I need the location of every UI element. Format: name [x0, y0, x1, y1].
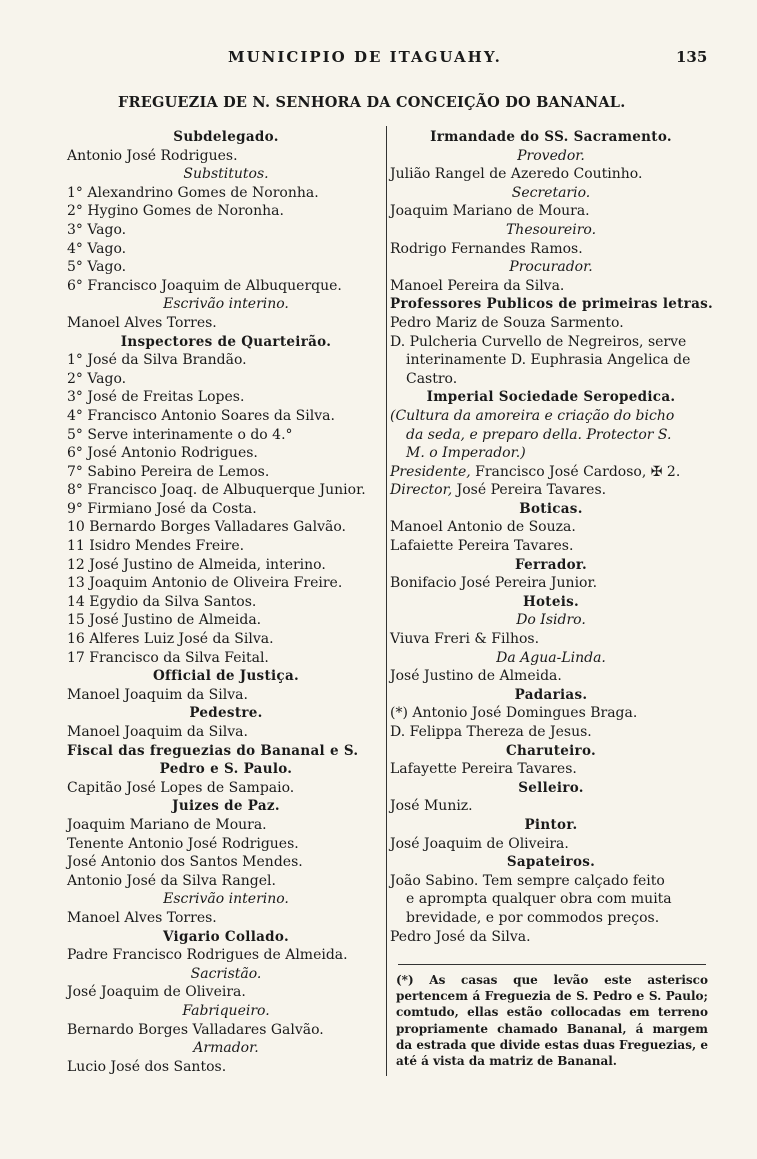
- entry: Manoel Joaquim da Silva.: [67, 686, 248, 703]
- entry: 15 José Justino de Almeida.: [67, 612, 262, 629]
- entry: Julião Rangel de Azeredo Coutinho.: [390, 166, 643, 183]
- officer-name: José Pereira Tavares.: [452, 482, 607, 499]
- entry: Joaquim Mariano de Moura.: [390, 203, 590, 220]
- entry: (*) Antonio José Domingues Braga.: [390, 705, 638, 722]
- officer-title: Director,: [390, 482, 453, 499]
- description: (Cultura da amoreira e criação do bicho: [390, 407, 675, 424]
- entry: Bernardo Borges Valladares Galvão.: [67, 1021, 324, 1038]
- heading: Professores Publicos de primeiras letras.: [390, 296, 714, 313]
- heading: Irmandade do SS. Sacramento.: [430, 129, 672, 145]
- entry: D. Felippa Thereza de Jesus.: [390, 724, 592, 740]
- entry: Bonifacio José Pereira Junior.: [390, 575, 598, 592]
- entry: 6° José Antonio Rodrigues.: [67, 445, 258, 462]
- subheading: Substitutos.: [183, 166, 269, 183]
- heading: Pintor.: [524, 816, 578, 833]
- entry: 1° José da Silva Brandão.: [67, 352, 247, 369]
- entry: Pedro Mariz de Souza Sarmento.: [390, 314, 624, 331]
- entry: Antonio José Rodrigues.: [67, 147, 238, 164]
- heading: Imperial Sociedade Seropedica.: [426, 389, 676, 406]
- entry: 11 Isidro Mendes Freire.: [67, 538, 245, 555]
- left-column: [67, 128, 385, 1076]
- description-continuation: M. o Imperador.): [406, 445, 526, 462]
- heading: Hoteis.: [522, 593, 580, 610]
- officer-name: Francisco José Cardoso, ✠ 2.: [470, 463, 681, 480]
- subheading: Thesoureiro.: [505, 221, 597, 238]
- officer-entry: [390, 481, 712, 500]
- section-title: FREGUEZIA DE N. SENHORA DA CONCEIÇÃO DO BANANAL.: [118, 94, 626, 111]
- entry: Lucio José dos Santos.: [67, 1058, 227, 1075]
- entry: José Joaquim de Oliveira.: [67, 984, 246, 1001]
- subheading: Provedor.: [517, 147, 585, 164]
- running-title: MUNICIPIO DE ITAGUAHY.: [228, 48, 502, 66]
- entry: Manoel Pereira da Silva.: [390, 277, 565, 294]
- entry: Manoel Alves Torres.: [67, 314, 217, 331]
- heading: Boticas.: [519, 500, 583, 517]
- heading: Pedro e S. Paulo.: [159, 761, 293, 778]
- entry: 13 Joaquim Antonio de Oliveira Freire.: [67, 575, 343, 592]
- entry: Antonio José da Silva Rangel.: [67, 872, 276, 889]
- entry: Capitão José Lopes de Sampaio.: [67, 779, 295, 796]
- entry: João Sabino. Tem sempre calçado feito: [390, 872, 665, 889]
- subheading: Sacristão.: [190, 965, 262, 982]
- column-divider: [386, 126, 387, 1076]
- heading: Selleiro.: [518, 779, 584, 796]
- entry: Manoel Alves Torres.: [67, 909, 217, 926]
- entry: Pedro José da Silva.: [390, 928, 531, 945]
- subheading: Fabriqueiro.: [182, 1002, 270, 1019]
- entry: 1° Alexandrino Gomes de Noronha.: [67, 184, 319, 201]
- heading: Padarias.: [514, 686, 588, 703]
- description-continuation: da seda, e preparo della. Protector S.: [406, 426, 672, 443]
- subheading: Secretario.: [511, 184, 591, 201]
- entry: 3° José de Freitas Lopes.: [67, 389, 245, 406]
- entry: 2° Vago.: [67, 370, 127, 387]
- entry: 8° Francisco Joaq. de Albuquerque Junior.: [67, 482, 366, 499]
- entry: Joaquim Mariano de Moura.: [67, 816, 267, 833]
- subheading: Da Agua-Linda.: [496, 649, 606, 666]
- entry: José Justino de Almeida.: [390, 668, 562, 685]
- entry: 4° Francisco Antonio Soares da Silva.: [67, 407, 335, 424]
- entry: 12 José Justino de Almeida, interino.: [67, 556, 326, 573]
- subheading: Escrivão interino.: [163, 891, 289, 908]
- subheading: Escrivão interino.: [163, 296, 289, 313]
- entry: José Antonio dos Santos Mendes.: [67, 854, 303, 871]
- entry: 10 Bernardo Borges Valladares Galvão.: [67, 519, 347, 536]
- entry: José Joaquim de Oliveira.: [390, 835, 569, 852]
- heading: Juizes de Paz.: [172, 798, 280, 815]
- entry: 16 Alferes Luiz José da Silva.: [67, 631, 274, 648]
- entry: Lafayette Pereira Tavares.: [390, 761, 577, 778]
- entry: 14 Egydio da Silva Santos.: [67, 593, 257, 610]
- subheading: Armador.: [193, 1040, 259, 1057]
- entry: Padre Francisco Rodrigues de Almeida.: [67, 947, 348, 964]
- officer-title: Presidente,: [390, 463, 471, 480]
- subheading: Procurador.: [509, 259, 593, 276]
- entry: 5° Vago.: [67, 259, 127, 276]
- heading: Sapateiros.: [506, 854, 596, 871]
- entry: Rodrigo Fernandes Ramos.: [390, 240, 583, 257]
- entry-continuation: brevidade, e por commodos preços.: [406, 909, 660, 926]
- entry: Manoel Joaquim da Silva.: [67, 724, 248, 740]
- officer-entry: [390, 463, 712, 482]
- entry: Lafaiette Pereira Tavares.: [390, 538, 574, 555]
- entry: 6° Francisco Joaquim de Albuquerque.: [67, 277, 342, 294]
- entry: D. Pulcheria Curvello de Negreiros, serve: [390, 333, 687, 350]
- page-header: [0, 48, 757, 72]
- heading: Inspectores de Quarteirão.: [120, 333, 332, 350]
- heading: Pedestre.: [189, 705, 263, 722]
- page-number: 135: [676, 48, 708, 66]
- footnote-rule: [398, 964, 706, 965]
- entry: 3° Vago.: [67, 221, 127, 238]
- heading: Subdelegado.: [173, 129, 279, 145]
- entry-continuation: Castro.: [406, 370, 458, 387]
- entry: Manoel Antonio de Souza.: [390, 519, 576, 536]
- heading: Vigario Collado.: [163, 928, 289, 945]
- right-column: [390, 128, 712, 946]
- entry-continuation: interinamente D. Euphrasia Angelica de: [406, 352, 691, 369]
- footnote: (*) As casas que levão este asterisco pertencem á Freguezia de S. Pedro e S. Paulo; comtudo, ellas estão collocadas em terreno propriamente chamado Bananal, á margem da estrada que divide estas duas Freguezias, e até á vista da matriz de Bananal.: [396, 973, 708, 1069]
- entry: 5° Serve interinamente o do 4.°: [67, 426, 293, 443]
- entry: 7° Sabino Pereira de Lemos.: [67, 463, 270, 480]
- heading: Ferrador.: [514, 556, 588, 573]
- entry: 2° Hygino Gomes de Noronha.: [67, 203, 284, 220]
- entry: 9° Firmiano José da Costa.: [67, 500, 257, 517]
- entry: 17 Francisco da Silva Feital.: [67, 649, 269, 666]
- entry-continuation: e aprompta qualquer obra com muita: [406, 891, 672, 908]
- entry: 4° Vago.: [67, 240, 127, 257]
- subheading: Do Isidro.: [516, 612, 586, 629]
- heading: Charuteiro.: [505, 742, 597, 759]
- entry: José Muniz.: [390, 798, 473, 815]
- heading: Official de Justiça.: [153, 668, 299, 685]
- heading: Fiscal das freguezias do Bananal e S.: [67, 742, 359, 759]
- entry: Viuva Freri & Filhos.: [390, 631, 540, 648]
- entry: Tenente Antonio José Rodrigues.: [67, 835, 299, 852]
